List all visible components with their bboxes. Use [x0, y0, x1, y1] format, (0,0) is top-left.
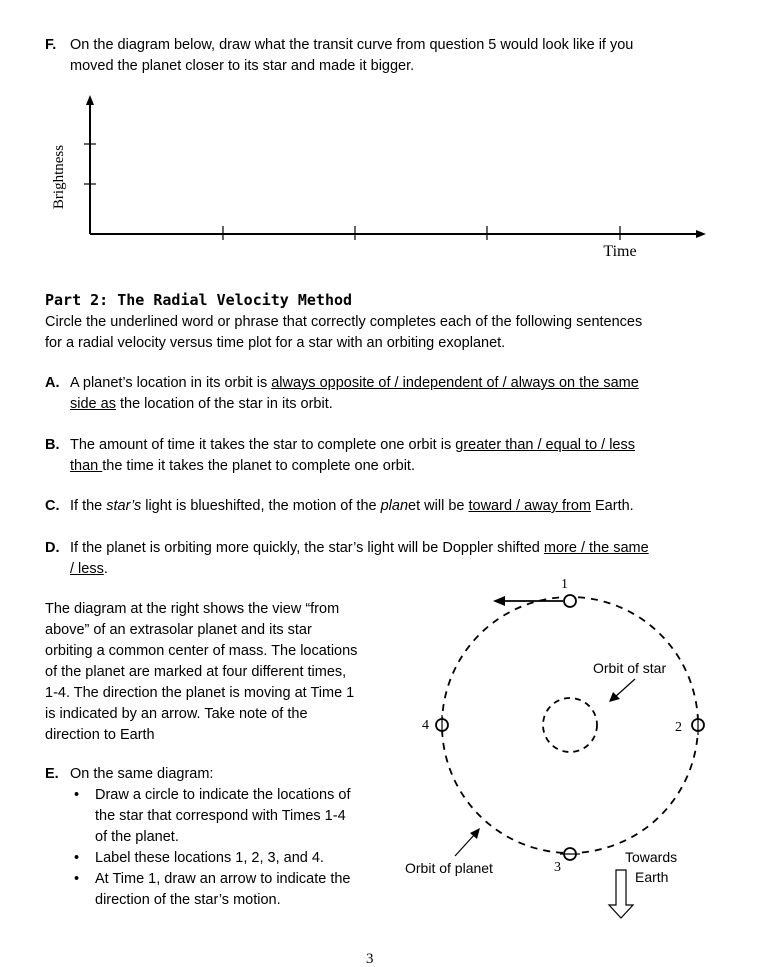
bullet-item: [70, 848, 395, 869]
bullet-line: of the planet.: [95, 829, 179, 845]
question-d-choice[interactable]: more / the same: [543, 540, 649, 556]
question-c-text: light is blueshifted, the motion of the: [141, 498, 381, 514]
question-f: [45, 35, 745, 79]
part2-intro: [45, 312, 745, 354]
bullet-item: [70, 869, 395, 911]
question-c-planet-word: plan: [380, 498, 409, 514]
time-label-4: 4: [422, 718, 429, 733]
question-b-choice[interactable]: greater than / equal to / less: [455, 437, 635, 453]
graph-y-label: Brightness: [51, 144, 67, 210]
question-c-text-end: Earth.: [590, 498, 634, 514]
star-orbit: [543, 698, 597, 752]
towards-label: Towards: [625, 849, 678, 865]
earth-label: Earth: [635, 869, 669, 885]
description-line: The diagram at the right shows the view “from: [45, 601, 340, 617]
time-label-3: 3: [554, 860, 561, 875]
question-b-label: B.: [45, 437, 60, 453]
towards-earth-arrow: [609, 870, 633, 918]
question-a: [45, 373, 745, 417]
question-c-choice[interactable]: toward / away from: [468, 498, 591, 514]
bullet-line: • Draw a circle to indicate the locations of: [95, 787, 351, 803]
graph-y-arrowhead: [86, 95, 94, 105]
part2-intro-line2: for a radial velocity versus time plot for a star with an orbiting exoplanet.: [45, 335, 506, 351]
bullet-line: direction of the star’s motion.: [95, 892, 281, 908]
orbit-diagram[interactable]: [395, 570, 715, 930]
question-c-star-word: star’s: [106, 498, 142, 514]
question-f-label: F.: [45, 37, 57, 53]
planet-orbit: [442, 597, 698, 853]
transit-graph[interactable]: [40, 92, 730, 264]
bullet-line: the star that correspond with Times 1-4: [95, 808, 346, 824]
question-b-choice-cont[interactable]: than: [70, 458, 103, 474]
question-b-text: The amount of time it takes the star to complete one orbit is: [70, 437, 456, 453]
part2-intro-line1: Circle the underlined word or phrase that correctly completes each of the following sentences: [45, 314, 643, 330]
bullet-line: • Label these locations 1, 2, 3, and 4.: [95, 850, 324, 866]
question-d-text: If the planet is orbiting more quickly, the star’s light will be Doppler shifted: [70, 540, 544, 556]
orbit-of-planet-pointer: [455, 834, 475, 856]
part2-title: Part 2: The Radial Velocity Method: [45, 291, 353, 309]
description-line: of the planet are marked at four different times,: [45, 664, 347, 680]
description-line: 1-4. The direction the planet is moving at Time 1: [45, 685, 355, 701]
planet-direction-arrowhead: [493, 596, 505, 606]
bullet-line: • At Time 1, draw an arrow to indicate the: [95, 871, 351, 887]
question-c-label: C.: [45, 498, 60, 514]
question-d-choice-cont[interactable]: / less: [70, 561, 104, 577]
question-f-line2: moved the planet closer to its star and made it bigger.: [70, 58, 415, 74]
question-c-text: et will be: [408, 498, 469, 514]
description-line: direction to Earth: [45, 727, 155, 743]
description-line: above” of an extrasolar planet and its star: [45, 622, 312, 638]
diagram-description: [45, 599, 395, 746]
question-c: [45, 496, 745, 518]
question-d-text-end: .: [103, 561, 108, 577]
orbit-of-star-label: Orbit of star: [593, 660, 667, 676]
question-b: [45, 435, 745, 479]
question-a-text: A planet’s location in its orbit is: [70, 375, 272, 391]
time-label-1: 1: [561, 577, 568, 592]
time-label-2: 2: [675, 720, 682, 735]
question-c-text: If the: [70, 498, 107, 514]
question-e-bullets: [70, 785, 395, 911]
question-b-text-end: the time it takes the planet to complete one orbit.: [102, 458, 415, 474]
question-f-line1: On the diagram below, draw what the transit curve from question 5 would look like if you: [70, 37, 634, 53]
question-e: [45, 764, 395, 914]
graph-x-arrowhead: [696, 230, 706, 238]
orbit-of-star-pointer: [615, 679, 635, 697]
question-a-choice[interactable]: always opposite of / independent of / always on the same: [271, 375, 639, 391]
description-line: orbiting a common center of mass. The locations: [45, 643, 358, 659]
graph-x-label: Time: [603, 243, 637, 260]
orbit-of-planet-label: Orbit of planet: [405, 860, 493, 876]
question-a-choice-cont[interactable]: side as: [70, 396, 116, 412]
question-a-label: A.: [45, 375, 60, 391]
description-line: is indicated by an arrow. Take note of the: [45, 706, 308, 722]
question-e-title: On the same diagram:: [70, 766, 214, 782]
bullet-item: [70, 785, 395, 848]
planet-location-1: [564, 595, 576, 607]
page-number: 3: [366, 951, 374, 967]
question-e-label: E.: [45, 766, 59, 782]
question-a-text-end: the location of the star in its orbit.: [115, 396, 333, 412]
question-d-label: D.: [45, 540, 60, 556]
